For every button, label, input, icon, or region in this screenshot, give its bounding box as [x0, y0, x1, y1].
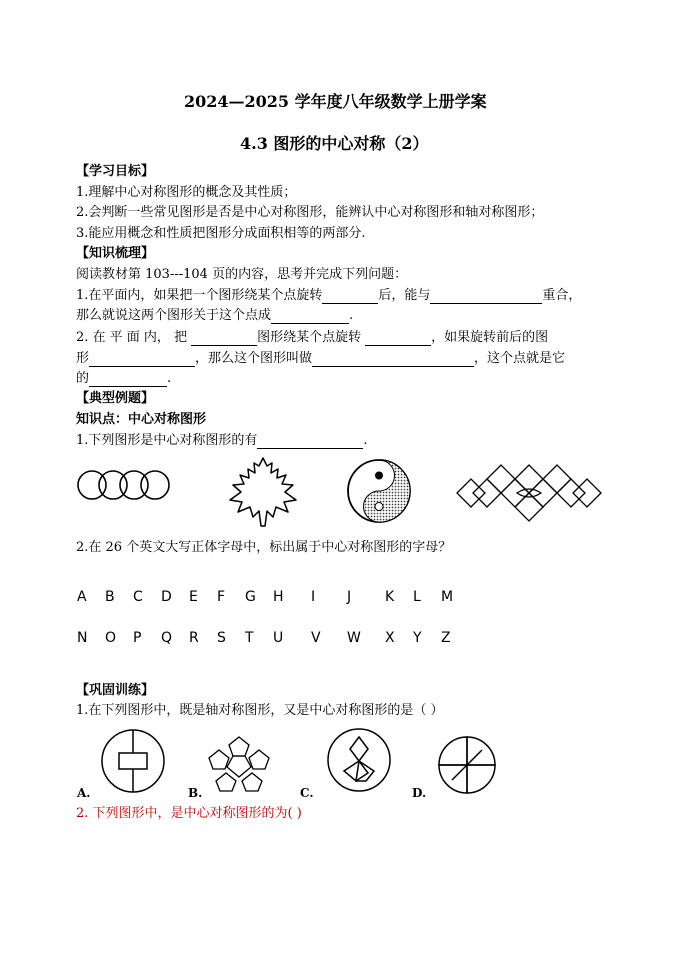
- option-c-figure: [326, 727, 392, 793]
- q2-blank-2[interactable]: [365, 332, 431, 346]
- q2-text-f: ，这个点就是它: [474, 351, 566, 366]
- practice-q2: 2. 下列图形中，是中心对称图形的为( ): [76, 806, 302, 821]
- letter-n[interactable]: N: [77, 630, 88, 646]
- letter-p[interactable]: P: [133, 630, 142, 646]
- knowledge-q1-line2: [76, 308, 353, 324]
- option-c-label[interactable]: C.: [300, 786, 314, 800]
- diamond-chain-figure: [455, 462, 603, 524]
- letter-u[interactable]: U: [273, 630, 284, 646]
- letter-h[interactable]: H: [273, 589, 284, 605]
- letter-w[interactable]: W: [347, 630, 361, 646]
- goal-item-3: 3.能应用概念和性质把图形分成面积相等的两部分.: [76, 226, 366, 241]
- letter-b[interactable]: B: [105, 589, 115, 605]
- q2-text-c: ，如果旋转前后的图: [431, 330, 549, 345]
- q1-text-d: 那么就说这两个图形关于这个点成: [76, 308, 272, 323]
- q1-text-b: 后，能与: [378, 288, 431, 303]
- ex-q1-blank[interactable]: [257, 435, 363, 449]
- q1-blank-3[interactable]: [271, 310, 349, 324]
- letter-f[interactable]: F: [217, 589, 226, 605]
- ex-q1-end: .: [363, 433, 368, 448]
- letter-o[interactable]: O: [105, 630, 117, 646]
- q2-text-d: 形: [76, 351, 90, 366]
- letter-z[interactable]: Z: [441, 630, 451, 646]
- letter-d[interactable]: D: [161, 589, 172, 605]
- examples-heading: 【典型例题】: [76, 391, 155, 406]
- q2-text-g: 的: [76, 371, 90, 386]
- letter-y[interactable]: Y: [413, 630, 422, 646]
- letter-s[interactable]: S: [217, 630, 226, 646]
- goals-heading: 【学习目标】: [76, 164, 155, 179]
- q2-text-h: .: [167, 371, 172, 386]
- knowledge-q1-line1: [76, 288, 581, 304]
- q1-text-e: .: [349, 308, 354, 323]
- examples-topic: 知识点：中心对称图形: [76, 412, 207, 427]
- goal-item-1: 1.理解中心对称图形的概念及其性质；: [76, 185, 297, 200]
- examples-q1: [76, 433, 368, 449]
- q2-blank-4[interactable]: [312, 353, 474, 367]
- option-b-label[interactable]: B.: [188, 786, 203, 800]
- option-a-label[interactable]: A.: [77, 786, 91, 800]
- yin-yang-figure: [346, 458, 412, 524]
- q2-blank-3[interactable]: [89, 353, 195, 367]
- q2-text-b: 图形绕某个点旋转: [257, 330, 362, 345]
- knowledge-q2-line1: [76, 330, 548, 346]
- page-title: 2024—2025 学年度八年级数学上册学案: [184, 92, 487, 111]
- practice-heading: 【巩固训练】: [76, 683, 155, 698]
- letter-g[interactable]: G: [245, 589, 256, 605]
- letter-c[interactable]: C: [133, 589, 143, 605]
- examples-q2: 2.在 26 个英文大写正体字母中，标出属于中心对称图形的字母？: [76, 540, 452, 555]
- knowledge-heading: 【知识梳理】: [76, 246, 155, 261]
- letter-x[interactable]: X: [385, 630, 395, 646]
- knowledge-intro: 阅读教材第 103---104 页的内容，思考并完成下列问题：: [76, 267, 408, 282]
- q1-blank-1[interactable]: [322, 290, 378, 304]
- letter-l[interactable]: L: [413, 589, 421, 605]
- q2-text-a: 2. 在 平 面 内， 把: [76, 330, 188, 345]
- q1-text-a: 1.在平面内，如果把一个图形绕某个点旋转: [76, 288, 323, 303]
- letter-r[interactable]: R: [189, 630, 199, 646]
- knowledge-q2-line2: [76, 351, 565, 367]
- letter-v[interactable]: V: [311, 630, 321, 646]
- letter-m[interactable]: M: [441, 589, 454, 605]
- letter-j[interactable]: J: [347, 589, 352, 605]
- maple-leaf-figure: [226, 456, 300, 528]
- olympic-rings-figure: [76, 468, 172, 504]
- q1-text-c: 重合，: [542, 288, 582, 303]
- ex-q1-text: 1.下列图形是中心对称图形的有: [76, 433, 258, 448]
- letter-k[interactable]: K: [385, 589, 395, 605]
- option-d-label[interactable]: D.: [412, 786, 427, 800]
- letter-e[interactable]: E: [189, 589, 198, 605]
- q2-blank-5[interactable]: [89, 373, 167, 387]
- knowledge-q2-line3: [76, 371, 171, 387]
- letter-t[interactable]: T: [245, 630, 254, 646]
- practice-q1: 1.在下列图形中，既是轴对称图形，又是中心对称图形的是（ ）: [76, 703, 444, 718]
- option-d-figure: [436, 734, 498, 796]
- q2-blank-1[interactable]: [191, 332, 257, 346]
- option-b-figure: [207, 735, 271, 793]
- q1-blank-2[interactable]: [430, 290, 542, 304]
- page-subtitle: 4.3 图形的中心对称（2）: [240, 134, 429, 153]
- goal-item-2: 2.会判断一些常见图形是否是中心对称图形，能辨认中心对称图形和轴对称图形；: [76, 205, 544, 220]
- letter-i[interactable]: I: [311, 589, 316, 605]
- letter-q[interactable]: Q: [161, 630, 173, 646]
- letter-a[interactable]: A: [77, 589, 87, 605]
- q2-text-e: ，那么这个图形叫做: [195, 351, 313, 366]
- option-a-figure: [100, 728, 166, 794]
